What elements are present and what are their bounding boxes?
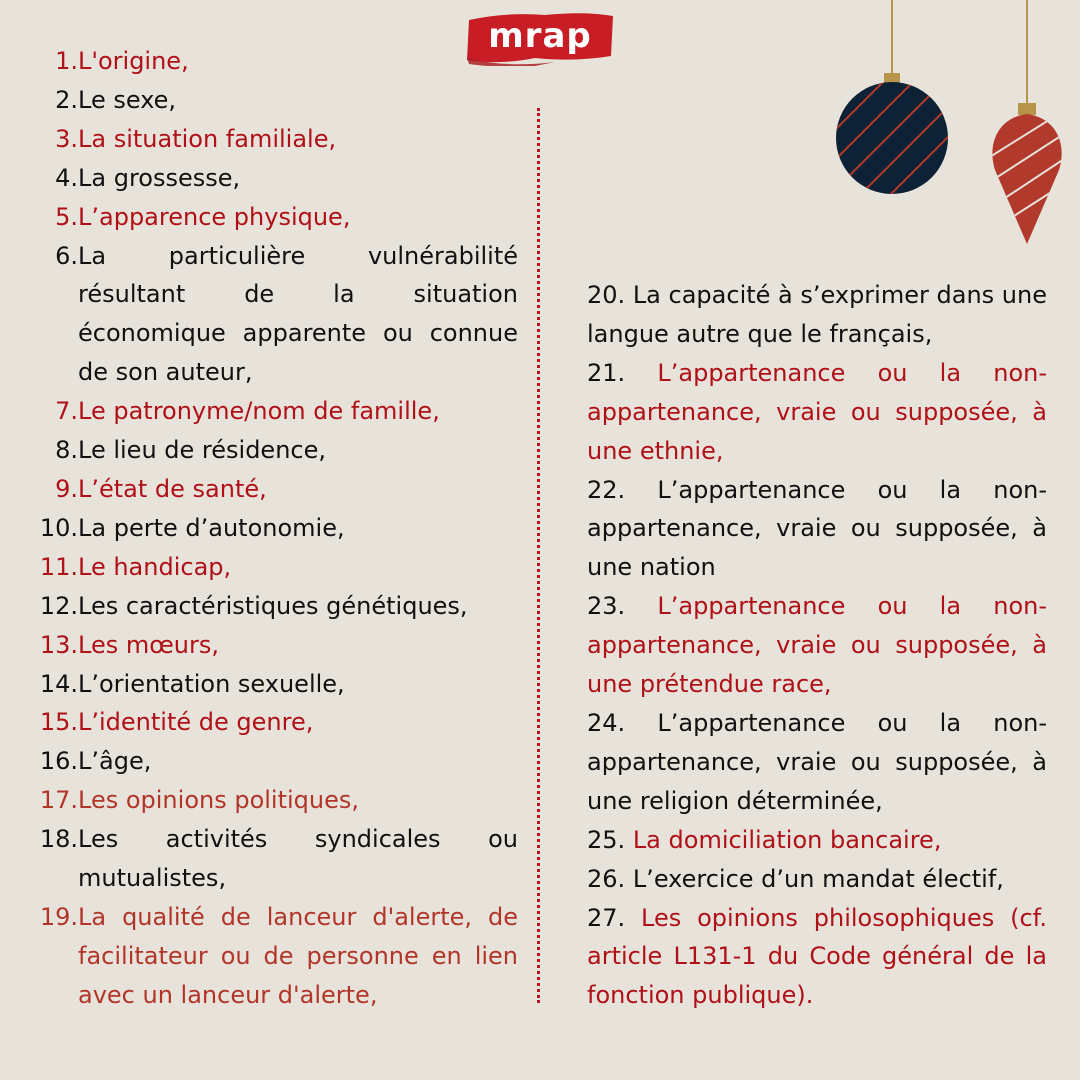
list-item (36, 509, 518, 548)
list-item-number: 14. (39, 669, 78, 698)
list-item (36, 703, 518, 742)
list-item (36, 470, 518, 509)
list-item (587, 587, 1047, 704)
list-item (36, 626, 518, 665)
list-item-number: 26. (587, 864, 626, 893)
list-item-number: 7. (55, 397, 78, 426)
list-item-text: Le sexe, (78, 85, 177, 114)
left-list (36, 42, 518, 1015)
list-item-text: L’orientation sexuelle, (78, 669, 345, 698)
list-item-number: 6. (55, 241, 78, 270)
list-item-text: La perte d’autonomie, (78, 513, 345, 542)
list-item-text: La qualité de lanceur d'alerte, de facilitateur ou de personne en lien avec un lanceur d'alerte, (78, 902, 518, 1009)
list-item (587, 860, 1047, 899)
list-item-number: 20. (587, 281, 626, 309)
list-item (36, 431, 518, 470)
list-item-text: L’identité de genre, (78, 708, 314, 737)
list-item (36, 198, 518, 237)
list-item-number: 13. (39, 630, 78, 659)
list-item-number: 8. (55, 436, 78, 465)
list-item-text: La grossesse, (78, 163, 241, 192)
list-item-text: La situation familiale, (78, 124, 337, 153)
list-item (36, 898, 518, 1015)
list-item-number: 24. (587, 708, 626, 737)
round-bauble-icon (825, 0, 975, 200)
list-item-text: Le patronyme/nom de famille, (78, 397, 440, 426)
list-item-number: 22. (587, 475, 626, 504)
list-item-text: L’appartenance ou la non-appartenance, vraie ou supposée, à une nation (587, 475, 1047, 582)
list-item-text: La particulière vulnérabilité résultant de la situation économique apparente ou connue de son auteur, (78, 241, 518, 387)
christmas-ornaments (825, 0, 1075, 250)
list-item-number: 15. (39, 708, 78, 737)
list-item-text: Le handicap, (78, 552, 232, 581)
list-item (587, 704, 1047, 821)
list-item (36, 237, 518, 393)
list-item-number: 11. (39, 552, 78, 581)
list-item-number: 23. (587, 592, 626, 621)
list-item-text: Les opinions philosophiques (cf. article L131-1 du Code général de la fonction publique). (587, 903, 1047, 1010)
list-item-text: La capacité à s’exprimer dans une langue autre que le français, (587, 281, 1047, 348)
list-item-text: La domiciliation bancaire, (632, 825, 942, 854)
list-item-number: 5. (55, 202, 78, 231)
list-item (36, 120, 518, 159)
list-item (36, 392, 518, 431)
list-item (36, 587, 518, 626)
list-item (36, 42, 518, 81)
list-item (36, 159, 518, 198)
list-item (587, 899, 1047, 1016)
list-item (587, 471, 1047, 588)
list-item (587, 354, 1047, 471)
list-item (587, 276, 1047, 354)
list-item-number: 9. (55, 474, 78, 503)
list-item-number: 19. (39, 902, 78, 931)
list-item-number: 12. (39, 591, 78, 620)
list-item-number: 4. (55, 163, 78, 192)
list-item-number: 2. (55, 85, 78, 114)
column-divider (537, 108, 540, 1003)
logo-text: mrap (488, 16, 592, 56)
list-item-number: 25. (587, 825, 626, 854)
list-item-text: Les caractéristiques génétiques, (78, 591, 468, 620)
list-item (36, 665, 518, 704)
list-item-text: Le lieu de résidence, (78, 436, 326, 465)
list-item-number: 16. (39, 747, 78, 776)
list-item (587, 821, 1047, 860)
list-item-text: L’appartenance ou la non-appartenance, vraie ou supposée, à une ethnie, (587, 358, 1047, 465)
list-item-text: L’appartenance ou la non-appartenance, vraie ou supposée, à une religion déterminée, (587, 708, 1047, 815)
list-item (36, 781, 518, 820)
list-item-text: Les activités syndicales ou mutualistes, (78, 825, 518, 893)
drop-bauble-icon (985, 0, 1070, 244)
list-item (36, 820, 518, 898)
list-item-text: L’exercice d’un mandat électif, (632, 864, 1004, 893)
list-item-number: 10. (39, 513, 78, 542)
list-item-text: L’apparence physique, (78, 202, 351, 231)
list-item-number: 27. (587, 903, 626, 932)
list-item (36, 548, 518, 587)
list-item-number: 1. (55, 47, 78, 75)
list-item-number: 21. (587, 358, 626, 387)
list-item-text: Les mœurs, (78, 630, 219, 659)
list-item-text: Les opinions politiques, (78, 786, 360, 815)
list-item-text: L’âge, (78, 747, 152, 776)
right-list (587, 276, 1047, 1015)
list-item-number: 3. (55, 124, 78, 153)
list-item-text: L’état de santé, (78, 474, 267, 503)
list-item (36, 81, 518, 120)
list-item (36, 742, 518, 781)
list-item-text: L'origine, (78, 47, 189, 75)
list-item-number: 17. (39, 786, 78, 815)
list-item-text: L’appartenance ou la non-appartenance, vraie ou supposée, à une prétendue race, (587, 592, 1047, 699)
list-item-number: 18. (39, 825, 78, 854)
